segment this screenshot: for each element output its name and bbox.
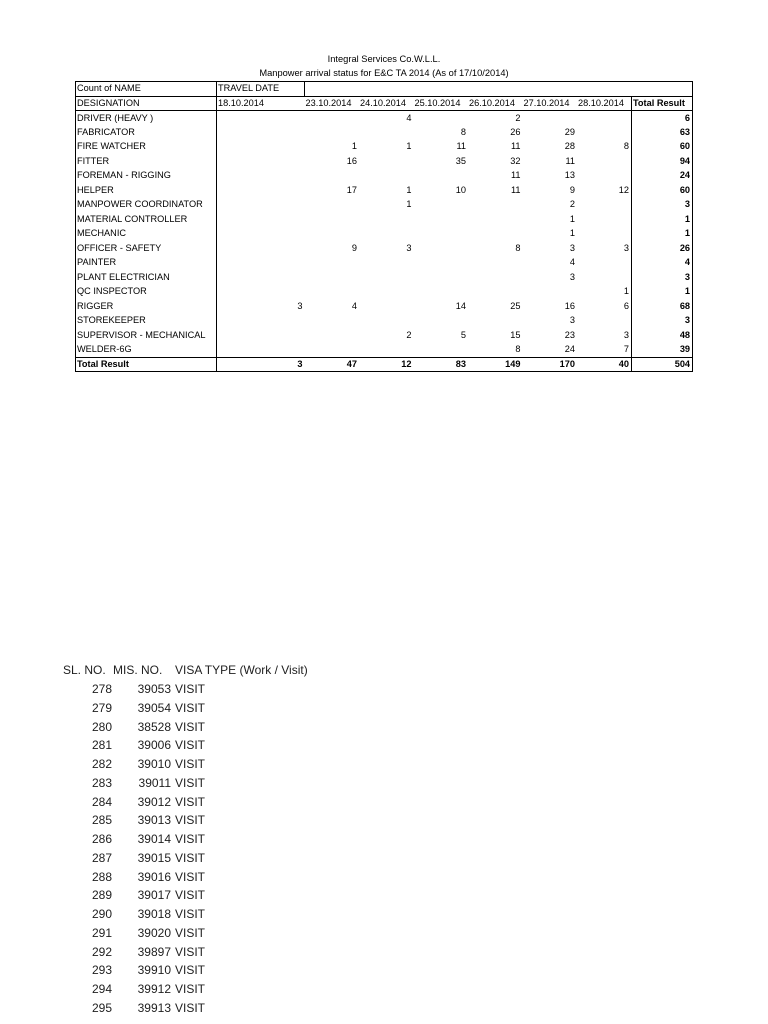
count-cell: 3 xyxy=(406,242,412,253)
mis-no-cell: 39014 xyxy=(137,832,171,847)
date-header: 26.10.2014 xyxy=(468,96,523,111)
count-cell: 10 xyxy=(455,184,466,195)
visa-type-cell: VISIT xyxy=(175,907,206,922)
count-cell: 1 xyxy=(406,199,412,210)
count-cell xyxy=(359,299,414,314)
sl-no-header: SL. NO. xyxy=(63,663,106,678)
count-cell xyxy=(468,270,523,285)
visa-type-cell: VISIT xyxy=(175,963,206,978)
count-cell xyxy=(577,270,632,285)
count-cell: 35 xyxy=(455,155,466,166)
row-total-cell: 63 xyxy=(632,125,693,140)
count-cell xyxy=(359,212,414,227)
count-cell xyxy=(217,343,305,358)
row-total-cell: 60 xyxy=(632,140,693,155)
count-cell xyxy=(577,314,632,329)
count-cell: 1 xyxy=(569,228,575,239)
count-cell: 4 xyxy=(351,300,357,311)
count-cell xyxy=(468,256,523,271)
list-item xyxy=(61,924,323,943)
row-total-cell: 68 xyxy=(632,299,693,314)
count-cell: 3 xyxy=(623,242,629,253)
visa-type-cell: VISIT xyxy=(175,738,206,753)
date-header: 23.10.2014 xyxy=(305,96,360,111)
grand-total-label: Total Result xyxy=(76,357,217,372)
mis-no-cell: 38528 xyxy=(137,719,171,734)
count-cell xyxy=(305,111,360,126)
designation-cell: OFFICER - SAFETY xyxy=(76,241,217,256)
visa-type-cell: VISIT xyxy=(175,869,206,884)
designation-cell: SUPERVISOR - MECHANICAL xyxy=(76,328,217,343)
table-row xyxy=(76,314,693,329)
designation-cell: STOREKEEPER xyxy=(76,314,217,329)
count-cell xyxy=(305,169,360,184)
list-item xyxy=(61,680,323,699)
list-item xyxy=(61,999,323,1018)
pivot-column-field-label: TRAVEL DATE xyxy=(217,82,305,97)
visa-type-cell: VISIT xyxy=(175,944,206,959)
sl-no-cell: 295 xyxy=(91,1000,112,1015)
visa-type-cell: VISIT xyxy=(175,757,206,772)
count-cell xyxy=(414,227,469,242)
count-cell xyxy=(305,125,360,140)
count-cell xyxy=(359,227,414,242)
pivot-header-blank-cell xyxy=(305,82,693,97)
manpower-pivot-table xyxy=(75,81,693,372)
count-cell xyxy=(468,285,523,300)
count-cell: 11 xyxy=(510,170,521,181)
sl-no-cell: 294 xyxy=(91,982,112,997)
count-cell xyxy=(217,125,305,140)
report-title: Manpower arrival status for E&C TA 2014 (As of 17/10/2014) xyxy=(259,68,509,78)
count-cell: 5 xyxy=(460,329,466,340)
count-cell xyxy=(414,256,469,271)
visa-type-cell: VISIT xyxy=(175,925,206,940)
mis-no-cell: 39013 xyxy=(137,813,171,828)
visa-type-cell: VISIT xyxy=(175,700,206,715)
mis-no-cell: 39053 xyxy=(137,682,171,697)
sl-no-cell: 290 xyxy=(91,907,112,922)
grand-total-cell: 83 xyxy=(414,357,469,372)
row-total-cell: 60 xyxy=(632,183,693,198)
visa-list-table xyxy=(61,661,323,1017)
table-row xyxy=(76,154,693,169)
sl-no-cell: 293 xyxy=(91,963,112,978)
designation-cell: DRIVER (HEAVY ) xyxy=(76,111,217,126)
designation-cell: QC INSPECTOR xyxy=(76,285,217,300)
designation-cell: PLANT ELECTRICIAN xyxy=(76,270,217,285)
count-cell: 25 xyxy=(510,300,521,311)
date-header: 25.10.2014 xyxy=(414,96,469,111)
count-cell: 3 xyxy=(297,300,303,311)
count-cell: 3 xyxy=(569,271,575,282)
count-cell xyxy=(414,111,469,126)
count-cell xyxy=(577,169,632,184)
mis-no-header: MIS. NO. xyxy=(113,663,163,678)
visa-type-cell: VISIT xyxy=(175,832,206,847)
count-cell xyxy=(305,328,360,343)
count-cell: 1 xyxy=(569,213,575,224)
designation-cell: RIGGER xyxy=(76,299,217,314)
table-row xyxy=(76,285,693,300)
count-cell: 13 xyxy=(564,170,575,181)
mis-no-cell: 39011 xyxy=(138,775,171,790)
pivot-header-row xyxy=(76,82,693,97)
table-row xyxy=(76,198,693,213)
row-total-cell: 24 xyxy=(632,169,693,184)
date-header: 28.10.2014 xyxy=(577,96,632,111)
count-cell: 1 xyxy=(406,184,412,195)
visa-type-cell: VISIT xyxy=(175,775,206,790)
count-cell xyxy=(468,314,523,329)
mis-no-cell: 39010 xyxy=(137,757,171,772)
designation-cell: MANPOWER COORDINATOR xyxy=(76,198,217,213)
count-cell: 28 xyxy=(564,141,575,152)
count-cell: 24 xyxy=(564,344,575,354)
count-cell xyxy=(217,241,305,256)
mis-no-cell: 39020 xyxy=(137,925,171,940)
count-cell: 2 xyxy=(569,199,575,210)
row-total-cell: 3 xyxy=(632,198,693,213)
grand-total-value: 504 xyxy=(632,357,693,372)
grand-total-cell: 47 xyxy=(305,357,360,372)
count-cell xyxy=(217,227,305,242)
row-total-cell: 1 xyxy=(632,285,693,300)
count-cell xyxy=(217,198,305,213)
count-cell: 8 xyxy=(460,126,466,137)
visa-type-cell: VISIT xyxy=(175,813,206,828)
count-cell xyxy=(305,343,360,358)
pivot-body xyxy=(76,111,693,358)
mis-no-cell: 39017 xyxy=(137,888,171,903)
row-total-cell: 3 xyxy=(632,270,693,285)
mis-no-cell: 39006 xyxy=(137,738,171,753)
table-row xyxy=(76,183,693,198)
count-cell: 23 xyxy=(564,329,575,340)
list-item xyxy=(61,867,323,886)
list-item xyxy=(61,980,323,999)
sl-no-cell: 281 xyxy=(91,738,112,753)
sl-no-cell: 279 xyxy=(91,700,112,715)
grand-total-cell: 40 xyxy=(577,357,632,372)
visa-type-cell: VISIT xyxy=(175,888,206,903)
count-cell xyxy=(414,169,469,184)
count-cell: 2 xyxy=(515,112,521,123)
count-cell xyxy=(217,111,305,126)
count-cell xyxy=(577,212,632,227)
list-item xyxy=(61,942,323,961)
count-cell xyxy=(414,241,469,256)
count-cell xyxy=(217,212,305,227)
designation-cell: FIRE WATCHER xyxy=(76,140,217,155)
designation-cell: PAINTER xyxy=(76,256,217,271)
table-row xyxy=(76,140,693,155)
count-cell xyxy=(217,270,305,285)
count-cell xyxy=(414,212,469,227)
count-cell: 4 xyxy=(569,257,575,268)
grand-total-cell: 12 xyxy=(359,357,414,372)
count-cell: 1 xyxy=(406,141,412,152)
row-total-cell: 39 xyxy=(632,343,693,358)
count-cell xyxy=(305,198,360,213)
row-total-cell: 4 xyxy=(632,256,693,271)
count-cell: 17 xyxy=(346,184,357,195)
count-cell xyxy=(468,212,523,227)
row-total-cell: 94 xyxy=(632,154,693,169)
row-total-cell: 1 xyxy=(632,212,693,227)
row-total-cell: 48 xyxy=(632,328,693,343)
sl-no-cell: 289 xyxy=(91,888,112,903)
grand-total-row xyxy=(76,357,693,372)
count-cell xyxy=(217,328,305,343)
row-total-cell: 3 xyxy=(632,314,693,329)
designation-cell: FITTER xyxy=(76,154,217,169)
count-cell xyxy=(359,270,414,285)
visa-type-cell: VISIT xyxy=(175,982,206,997)
count-cell: 12 xyxy=(618,184,629,195)
count-cell: 15 xyxy=(510,329,521,340)
visa-type-cell: VISIT xyxy=(175,850,206,865)
count-cell xyxy=(577,198,632,213)
count-cell xyxy=(414,314,469,329)
mis-no-cell: 39912 xyxy=(137,982,171,997)
count-cell: 3 xyxy=(569,242,575,253)
grand-total-cell: 3 xyxy=(217,357,305,372)
visa-list-body xyxy=(61,680,323,1018)
count-cell xyxy=(305,212,360,227)
total-result-header: Total Result xyxy=(632,96,693,111)
count-cell xyxy=(577,154,632,169)
mis-no-cell: 39015 xyxy=(137,850,171,865)
count-cell: 8 xyxy=(515,242,521,253)
count-cell: 1 xyxy=(351,141,357,152)
company-name: Integral Services Co.W.L.L. xyxy=(327,54,441,64)
sl-no-cell: 287 xyxy=(91,850,112,865)
count-cell xyxy=(305,227,360,242)
sl-no-cell: 285 xyxy=(91,813,112,828)
grand-total-cell: 149 xyxy=(468,357,523,372)
count-cell: 8 xyxy=(515,344,521,354)
count-cell xyxy=(359,343,414,358)
pivot-data-field-label: Count of NAME xyxy=(76,82,217,97)
table-row xyxy=(76,241,693,256)
sl-no-cell: 278 xyxy=(91,682,112,697)
visa-type-cell: VISIT xyxy=(175,1000,206,1015)
date-header: 18.10.2014 xyxy=(217,96,305,111)
count-cell xyxy=(414,285,469,300)
count-cell xyxy=(217,285,305,300)
pivot-row-field-label: DESIGNATION xyxy=(76,96,217,111)
count-cell xyxy=(305,285,360,300)
count-cell: 8 xyxy=(623,141,629,152)
sl-no-cell: 292 xyxy=(91,944,112,959)
count-cell: 26 xyxy=(510,126,521,137)
count-cell xyxy=(359,314,414,329)
count-cell xyxy=(305,270,360,285)
list-item xyxy=(61,905,323,924)
list-item xyxy=(61,792,323,811)
count-cell xyxy=(414,270,469,285)
row-total-cell: 6 xyxy=(632,111,693,126)
count-cell xyxy=(217,154,305,169)
visa-type-header: VISA TYPE (Work / Visit) xyxy=(175,663,308,678)
table-row xyxy=(76,343,693,358)
count-cell xyxy=(468,198,523,213)
designation-cell: FABRICATOR xyxy=(76,125,217,140)
table-row xyxy=(76,299,693,314)
list-item xyxy=(61,961,323,980)
row-total-cell: 26 xyxy=(632,241,693,256)
count-cell: 9 xyxy=(569,184,575,195)
count-cell xyxy=(217,314,305,329)
list-item xyxy=(61,886,323,905)
count-cell: 29 xyxy=(564,126,575,137)
mis-no-cell: 39018 xyxy=(137,907,171,922)
designation-cell: WELDER-6G xyxy=(76,343,217,358)
list-item xyxy=(61,755,323,774)
count-cell xyxy=(359,256,414,271)
visa-type-cell: VISIT xyxy=(175,794,206,809)
count-cell: 11 xyxy=(510,141,521,152)
count-cell xyxy=(305,314,360,329)
count-cell xyxy=(523,285,578,300)
count-cell: 3 xyxy=(569,315,575,326)
mis-no-cell: 39054 xyxy=(137,700,171,715)
date-header: 27.10.2014 xyxy=(523,96,578,111)
table-row xyxy=(76,328,693,343)
count-cell xyxy=(359,285,414,300)
designation-cell: FOREMAN - RIGGING xyxy=(76,169,217,184)
sl-no-cell: 283 xyxy=(91,775,112,790)
count-cell xyxy=(577,256,632,271)
table-row xyxy=(76,227,693,242)
table-row xyxy=(76,212,693,227)
count-cell: 3 xyxy=(623,329,629,340)
designation-cell: MATERIAL CONTROLLER xyxy=(76,212,217,227)
count-cell xyxy=(468,227,523,242)
list-item xyxy=(61,774,323,793)
designation-cell: HELPER xyxy=(76,183,217,198)
visa-list-header-row xyxy=(61,661,323,680)
grand-total-cell: 170 xyxy=(523,357,578,372)
mis-no-cell: 39910 xyxy=(137,963,171,978)
list-item xyxy=(61,849,323,868)
count-cell xyxy=(414,198,469,213)
table-row xyxy=(76,256,693,271)
count-cell: 9 xyxy=(351,242,357,253)
mis-no-cell: 39913 xyxy=(137,1000,171,1015)
count-cell xyxy=(414,343,469,358)
table-row xyxy=(76,125,693,140)
count-cell: 2 xyxy=(406,329,412,340)
count-cell xyxy=(359,125,414,140)
count-cell: 6 xyxy=(623,300,629,311)
list-item xyxy=(61,811,323,830)
count-cell xyxy=(359,169,414,184)
row-total-cell: 1 xyxy=(632,227,693,242)
count-cell xyxy=(523,111,578,126)
sl-no-cell: 291 xyxy=(91,925,112,940)
count-cell xyxy=(217,140,305,155)
count-cell: 4 xyxy=(406,112,412,123)
count-cell: 11 xyxy=(565,155,575,166)
count-cell: 16 xyxy=(346,155,357,166)
count-cell xyxy=(217,169,305,184)
count-cell: 14 xyxy=(455,300,466,311)
count-cell xyxy=(217,183,305,198)
count-cell xyxy=(577,125,632,140)
sl-no-cell: 284 xyxy=(91,794,112,809)
sl-no-cell: 282 xyxy=(91,757,112,772)
count-cell: 32 xyxy=(510,155,521,166)
count-cell xyxy=(359,154,414,169)
table-row xyxy=(76,169,693,184)
list-item xyxy=(61,717,323,736)
mis-no-cell: 39012 xyxy=(137,794,171,809)
count-cell xyxy=(577,111,632,126)
sl-no-cell: 286 xyxy=(91,832,112,847)
list-item xyxy=(61,699,323,718)
sl-no-cell: 288 xyxy=(91,869,112,884)
visa-type-cell: VISIT xyxy=(175,719,206,734)
visa-type-cell: VISIT xyxy=(175,682,206,697)
date-header: 24.10.2014 xyxy=(359,96,414,111)
pivot-date-header-row xyxy=(76,96,693,111)
sl-no-cell: 280 xyxy=(91,719,112,734)
designation-cell: MECHANIC xyxy=(76,227,217,242)
list-item xyxy=(61,830,323,849)
count-cell: 7 xyxy=(623,344,629,354)
count-cell xyxy=(577,227,632,242)
count-cell: 11 xyxy=(510,184,521,195)
mis-no-cell: 39016 xyxy=(137,869,171,884)
table-row xyxy=(76,111,693,126)
list-item xyxy=(61,736,323,755)
mis-no-cell: 39897 xyxy=(137,944,171,959)
table-row xyxy=(76,270,693,285)
count-cell xyxy=(305,256,360,271)
count-cell: 16 xyxy=(564,300,575,311)
count-cell: 11 xyxy=(456,141,466,152)
count-cell: 1 xyxy=(623,286,629,297)
count-cell xyxy=(217,256,305,271)
